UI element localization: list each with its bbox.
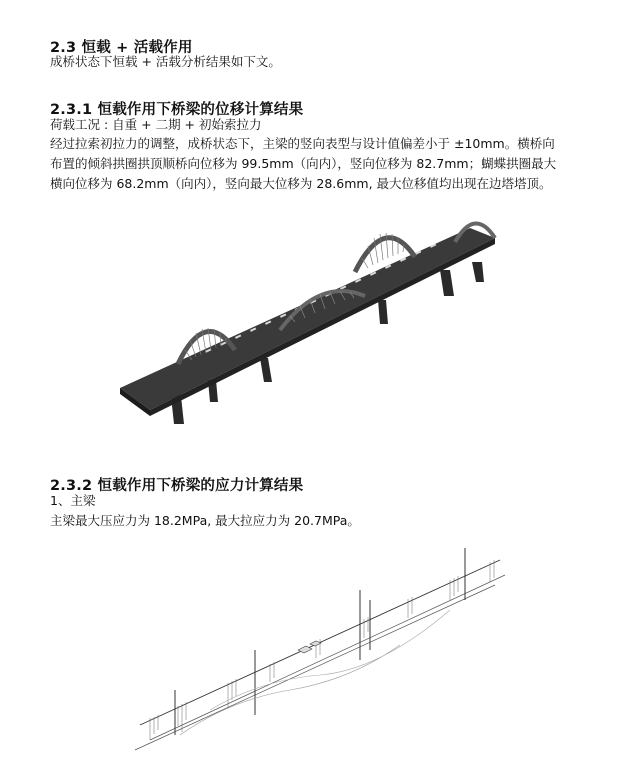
displacement-paragraph-line-1: 经过拉索初拉力的调整，成桥状态下，主梁的竖向表型与设计值偏差小于 ±10mm。横桥向 — [50, 136, 555, 151]
load-case-text: 荷载工况 : 自重 + 二期 + 初始索拉力 — [50, 117, 262, 132]
girder-stress-diagram-icon — [135, 548, 505, 750]
bridge-3d-model-icon — [120, 223, 495, 424]
stress-paragraph: 主梁最大压应力为 18.2MPa, 最大拉应力为 20.7MPa。 — [50, 513, 360, 528]
girder-stress-diagram-figure — [120, 540, 520, 760]
displacement-paragraph-line-3: 横向位移为 68.2mm（向内），竖向最大位移为 28.6mm, 最大位移值均出现在边塔塔顶。 — [50, 176, 552, 191]
item-main-girder: 1、主梁 — [50, 493, 96, 508]
section-heading-2-3-1: 2.3.1 恒载作用下桥梁的位移计算结果 — [50, 102, 304, 118]
section-intro: 成桥状态下恒载 + 活载分析结果如下文。 — [50, 54, 281, 69]
bridge-3d-model-figure — [110, 212, 520, 432]
section-heading-2-3-2: 2.3.2 恒载作用下桥梁的应力计算结果 — [50, 478, 304, 494]
displacement-paragraph-line-2: 布置的倾斜拱圈拱顶顺桥向位移为 99.5mm（向内），竖向位移为 82.7mm；蝴蝶拱圈最大 — [50, 156, 557, 171]
section-heading-2-3: 2.3 恒载 + 活载作用 — [50, 40, 193, 56]
